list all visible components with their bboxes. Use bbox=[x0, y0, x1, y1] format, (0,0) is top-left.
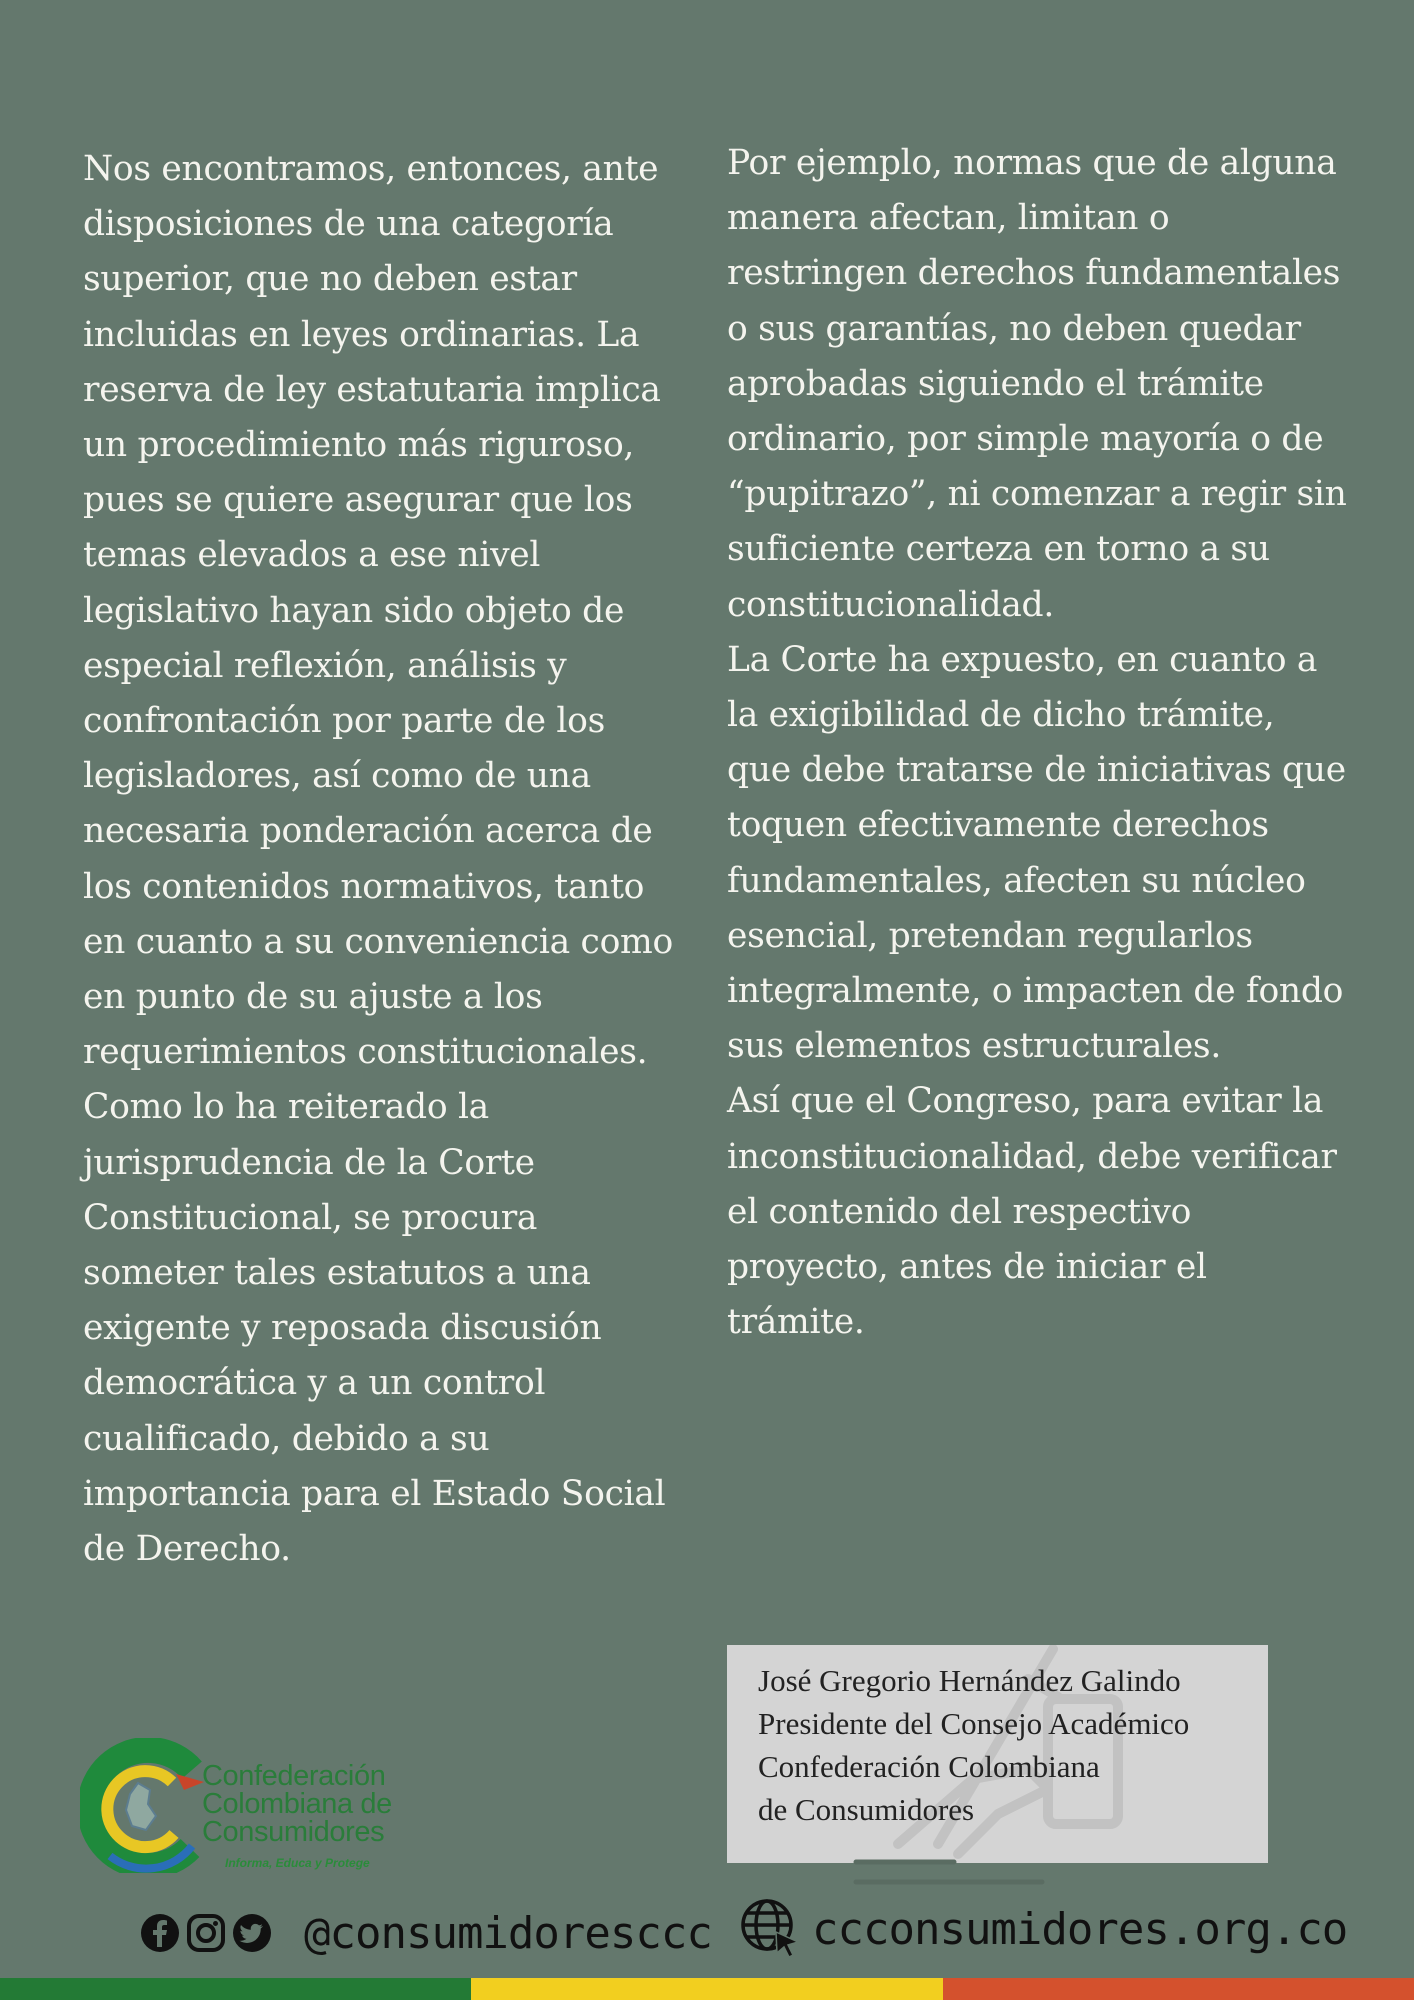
logo-text-line: Colombiana de bbox=[202, 1788, 392, 1820]
article-paragraph: Nos encontramos, entonces, ante disposiciones de una categoría superior, que no deben estar incluidas en leyes ordinarias. La reserva de ley estatutaria implica un procedimiento más riguroso, pues se quiere asegurar que los temas elevados a ese nivel legislativo hayan sido objeto de especial reflexión, análisis y confrontación por parte de los legisladores, así como de una necesaria ponderación acerca de los contenidos normativos, tanto en cuanto a su conveniencia como en punto de su ajuste a los requerimientos constitucionales. Como lo ha reiterado la jurisprudencia de la Corte Constitucional, se procura someter tales estatutos a una exigente y reposada discusión democrática y a un control cualificado, debido a su importancia para el Estado Social de Derecho. bbox=[83, 149, 673, 1570]
signature-organization-line2: de Consumidores bbox=[758, 1792, 975, 1827]
social-links bbox=[140, 1898, 712, 1968]
article-paragraph: La Corte ha expuesto, en cuanto a la exigibilidad de dicho trámite, que debe tratarse de iniciativas que toquen efectivamente derechos fundamentales, afecten su núcleo esencial, pretendan regularlos integralmente, o impacten de fondo sus elementos estructurales. bbox=[727, 639, 1346, 1067]
social-handle[interactable]: @consumidoresccc bbox=[304, 1907, 712, 1959]
facebook-icon[interactable] bbox=[140, 1913, 180, 1953]
bar-yellow bbox=[471, 1978, 942, 2000]
article-left-column bbox=[83, 142, 683, 1577]
organization-logo bbox=[80, 1738, 410, 1878]
logo-tagline: Informa, Educa y Protege bbox=[225, 1856, 370, 1870]
article-paragraph: Por ejemplo, normas que de alguna manera afectan, limitan o restringen derechos fundamentales o sus garantías, no deben quedar aprobadas siguiendo el trámite ordinario, por simple mayoría o de “pupitrazo”, ni comenzar a regir sin suficiente certeza en torno a su constitucionalidad. bbox=[727, 143, 1347, 625]
article-paragraph: Así que el Congreso, para evitar la inconstitucionalidad, debe verificar el contenido del respectivo proyecto, antes de iniciar el trámite. bbox=[727, 1081, 1337, 1343]
instagram-icon[interactable] bbox=[186, 1913, 226, 1953]
website-url[interactable]: ccconsumidores.org.co bbox=[812, 1903, 1348, 1955]
signature-underline bbox=[850, 1858, 1050, 1888]
bar-green bbox=[0, 1978, 471, 2000]
globe-cursor-icon bbox=[740, 1898, 802, 1960]
website-link[interactable] bbox=[740, 1894, 1347, 1964]
logo-c-mark-icon bbox=[80, 1738, 210, 1873]
signature-title: Presidente del Consejo Académico bbox=[758, 1706, 1190, 1741]
signature-box bbox=[727, 1645, 1268, 1863]
bar-red bbox=[943, 1978, 1414, 2000]
flag-color-bar bbox=[0, 1978, 1414, 2000]
article-right-column bbox=[727, 136, 1347, 1350]
logo-text-line: Consumidores bbox=[202, 1816, 385, 1848]
signature-organization: Confederación Colombiana bbox=[758, 1749, 1100, 1784]
signature-name: José Gregorio Hernández Galindo bbox=[758, 1663, 1181, 1698]
logo-text-line: Confederación bbox=[202, 1760, 386, 1792]
twitter-icon[interactable] bbox=[232, 1913, 272, 1953]
